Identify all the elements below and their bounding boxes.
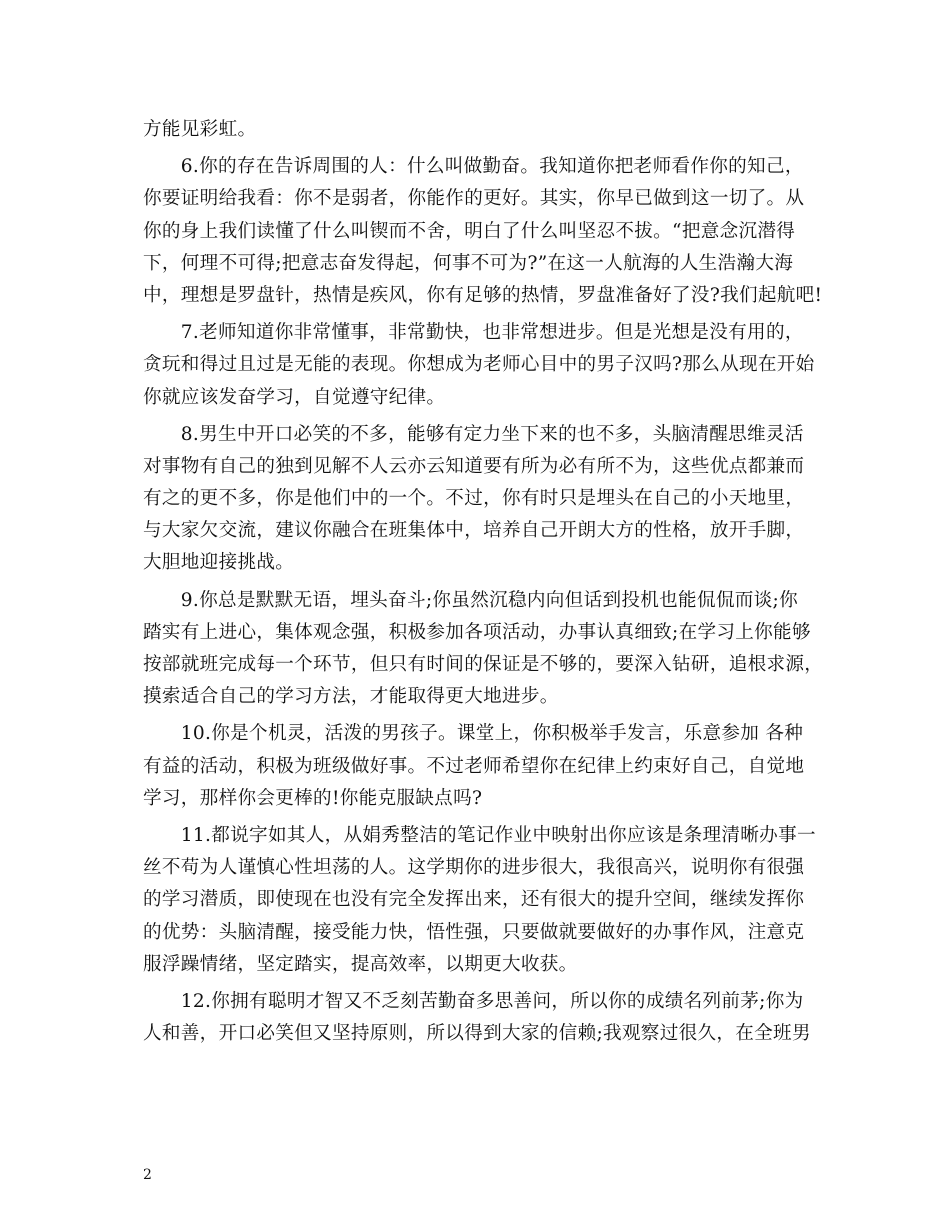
text-line: 摸索适合自己的学习方法，才能取得更大地进步。 <box>143 686 559 708</box>
text-line: 有益的活动，积极为班级做好事。不过老师希望你在纪律上约束好自己，自觉地 <box>143 755 805 777</box>
text-line: 6.你的存在告诉周围的人：什么叫做勤奋。我知道你把老师看作你的知己， <box>143 156 804 178</box>
text-line: 方能见彩虹。 <box>143 119 257 140</box>
text-line: 有之的更不多，你是他们中的一个。不过，你有时只是埋头在自己的小天地里， <box>143 488 805 510</box>
text-line: 的优势：头脑清醒，接受能力快，悟性强，只要做就要做好的办事作风，注意克 <box>143 921 805 943</box>
text-line: 学习，那样你会更棒的!你能克服缺点吗? <box>143 787 483 809</box>
text-line: 10.你是个机灵，活泼的男孩子。课堂上，你积极举手发言，乐意参加 各种 <box>143 723 804 745</box>
paragraph <box>143 317 823 414</box>
text-line: 按部就班完成每一个环节，但只有时间的保证是不够的，要深入钻研，追根求源， <box>143 654 824 675</box>
paragraph <box>143 585 823 714</box>
text-line: 12.你拥有聪明才智又不乏刻苦勤奋多思善问，所以你的成绩名列前茅;你为 <box>143 990 804 1012</box>
text-line: 踏实有上进心，集体观念强，积极参加各项活动，办事认真细致;在学习上你能够 <box>143 621 811 643</box>
text-line: 8.男生中开口必笑的不多，能够有定力坐下来的也不多，头脑清醒思维灵活 <box>143 423 804 445</box>
text-line: 大胆地迎接挑战。 <box>143 552 295 574</box>
text-line: 下，何理不可得;把意志奋发得起，何事不可为?”在这一人航海的人生浩瀚大海 <box>143 252 794 274</box>
text-line: 服浮躁情绪，坚定踏实，提高效率，以期更大收获。 <box>143 953 578 975</box>
text-line: 与大家欠交流，建议你融合在班集体中，培养自己开朗大方的性格，放开手脚， <box>143 520 805 542</box>
text-line: 中，理想是罗盘针，热情是疾风，你有足够的热情，罗盘准备好了没?我们起航吧! <box>143 284 823 306</box>
text-line: 的学习潜质，即使现在也没有完全发挥出来，还有很大的提升空间，继续发挥你 <box>143 889 805 911</box>
text-line: 你就应该发奋学习，自觉遵守纪律。 <box>143 386 446 408</box>
text-line: 11.都说字如其人，从娟秀整洁的笔记作业中映射出你应该是条理清晰办事一 <box>143 824 816 846</box>
text-line: 9.你总是默默无语，埋头奋斗;你虽然沉稳内向但话到投机也能侃侃而谈;你 <box>143 589 798 611</box>
document-body <box>143 114 823 1050</box>
paragraph <box>143 820 823 981</box>
paragraph <box>143 986 823 1050</box>
paragraph <box>143 114 823 146</box>
text-line: 你的身上我们读懂了什么叫锲而不舍，明白了什么叫坚忍不拔。“把意念沉潜得 <box>143 220 796 242</box>
text-line: 你要证明给我看：你不是弱者，你能作的更好。其实，你早已做到这一切了。从 <box>143 188 805 210</box>
paragraph <box>143 718 823 815</box>
text-line: 贪玩和得过且过是无能的表现。你想成为老师心目中的男子汉吗?那么从现在开始 <box>143 354 815 376</box>
text-line: 丝不苟为人谨慎心性坦荡的人。这学期你的进步很大，我很高兴，说明你有很强 <box>143 857 805 879</box>
paragraph <box>143 419 823 580</box>
page-number: 2 <box>143 1167 152 1183</box>
text-line: 对事物有自己的独到见解不人云亦云知道要有所为必有所不为，这些优点都兼而 <box>143 455 805 477</box>
paragraph <box>143 151 823 312</box>
text-line: 7.老师知道你非常懂事，非常勤快，也非常想进步。但是光想是没有用的， <box>143 322 804 344</box>
text-line: 人和善，开口必笑但又坚持原则，所以得到大家的信赖;我观察过很久，在全班男 <box>143 1023 811 1045</box>
